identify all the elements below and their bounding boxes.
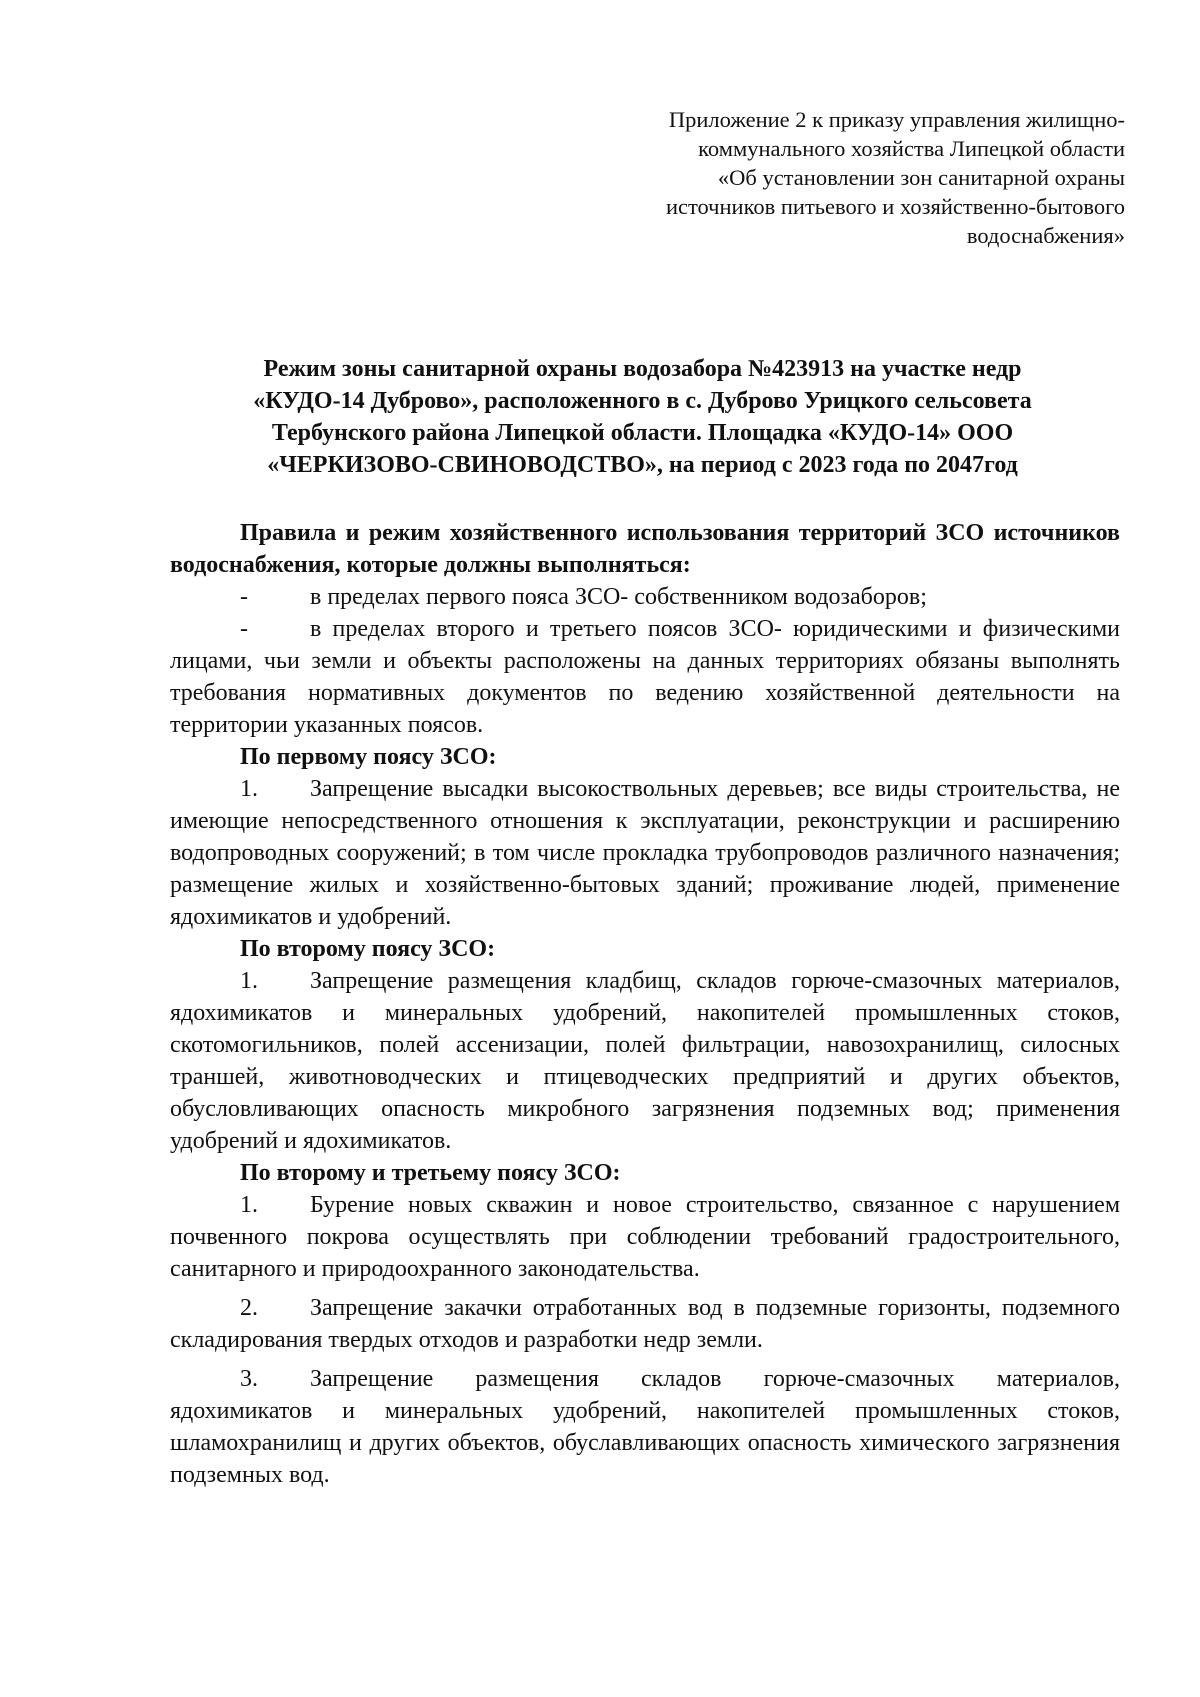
title-line: Режим зоны санитарной охраны водозабора №423913 на участке недр: [263, 356, 1022, 382]
rules-heading: Правила и режим хозяйственного использования территорий ЗСО источников водоснабжения, которые должны выполняться:: [170, 520, 1120, 578]
zone23-item: [170, 1292, 1120, 1356]
item-text: Запрещение закачки отработанных вод в подземные горизонты, подземного складирования твердых отходов и разработки недр земли.: [170, 1295, 1120, 1353]
zone2-heading: По второму поясу ЗСО:: [240, 936, 496, 962]
item-marker: 3.: [240, 1366, 258, 1392]
rules-item: [170, 613, 1120, 741]
zone23-item: [170, 1363, 1120, 1491]
item-marker: 1.: [240, 968, 258, 994]
item-marker: 1.: [240, 1192, 258, 1218]
item-marker: 1.: [240, 776, 258, 802]
title-line: Тербунского района Липецкой области. Площадка «КУДО-14» ООО: [271, 420, 1014, 446]
zone2-item: [170, 965, 1120, 1157]
item-text: Запрещение размещения складов горюче-смазочных материалов, ядохимикатов и минеральных удобрений, накопителей промышленных стоков, шламохранилищ и других объектов, обуславливающих опасность химического загрязнения подземных вод.: [170, 1366, 1120, 1488]
document-body: [170, 517, 1120, 1491]
title-line: «ЧЕРКИЗОВО-СВИНОВОДСТВО», на период с 2023 года по 2047год: [267, 452, 1018, 478]
appendix-line: водоснабжения»: [966, 223, 1125, 248]
appendix-line: Приложение 2 к приказу управления жилищно-: [668, 107, 1125, 132]
item-text: Бурение новых скважин и новое строительство, связанное с нарушением почвенного покрова осуществлять при соблюдении требований градостроительного, санитарного и природоохранного законодательства.: [170, 1192, 1120, 1282]
item-text: в пределах второго и третьего поясов ЗСО- юридическими и физическими лицами, чьи земли и объекты расположены на данных территориях обязаны выполнять требования нормативных документов по ведению хозяйственной деятельности на территории указанных поясов.: [170, 616, 1120, 738]
item-marker: 2.: [240, 1295, 258, 1321]
appendix-line: источников питьевого и хозяйственно-бытового: [665, 194, 1125, 219]
zone1-heading: По первому поясу ЗСО:: [240, 744, 497, 770]
item-marker: -: [240, 584, 248, 610]
item-text: Запрещение высадки высокоствольных деревьев; все виды строительства, не имеющие непосредственного отношения к эксплуатации, реконструкции и расширению водопроводных сооружений; в том числе прокладка трубопроводов различного назначения; размещение жилых и хозяйственно-бытовых зданий; проживание людей, применение ядохимикатов и удобрений.: [170, 776, 1120, 930]
zone23-item: [170, 1189, 1120, 1285]
item-text: Запрещение размещения кладбищ, складов горюче-смазочных материалов, ядохимикатов и минеральных удобрений, накопителей промышленных стоков, скотомогильников, полей ассенизации, полей фильтрации, навозохранилищ, силосных траншей, животноводческих и птицеводческих предприятий и других объектов, обусловливающих опасность микробного загрязнения подземных вод; применения удобрений и ядохимикатов.: [170, 968, 1120, 1154]
appendix-line: коммунального хозяйства Липецкой области: [698, 136, 1125, 161]
document-title: [160, 353, 1125, 481]
item-marker: -: [240, 616, 248, 642]
rules-item: [170, 581, 1120, 613]
title-line: «КУДО-14 Дуброво», расположенного в с. Дуброво Урицкого сельсовета: [253, 388, 1032, 414]
item-text: в пределах первого пояса ЗСО- собственником водозаборов;: [310, 584, 927, 610]
zone1-item: [170, 773, 1120, 933]
appendix-note: [560, 105, 1125, 250]
zone23-heading: По второму и третьему поясу ЗСО:: [240, 1160, 621, 1186]
appendix-line: «Об установлении зон санитарной охраны: [717, 165, 1125, 190]
